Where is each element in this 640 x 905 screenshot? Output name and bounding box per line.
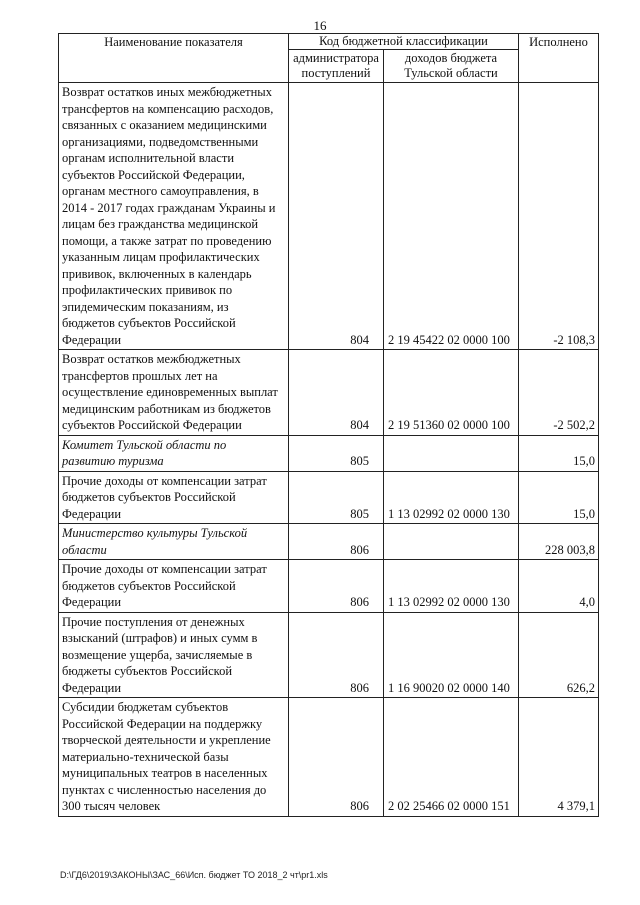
admin-code: 804 — [289, 83, 384, 350]
organization-name — [59, 435, 289, 471]
indicator-name-line: бюджеты субъектов Российской — [62, 664, 233, 678]
indicator-name-line: осуществление единовременных выплат — [62, 385, 278, 399]
table-row — [59, 698, 599, 817]
header-admin-line-2: поступлений — [301, 66, 371, 80]
table-row — [59, 560, 599, 613]
header-income-line-2: Тульской области — [404, 66, 498, 80]
indicator-name-line: медицинским работникам из бюджетов — [62, 401, 271, 416]
income-code: 1 13 02992 02 0000 130 — [384, 471, 519, 524]
indicator-name-line: области — [62, 542, 107, 557]
indicator-name-line: профилактических прививок по — [62, 283, 233, 297]
indicator-name — [59, 83, 289, 350]
header-executed: Исполнено — [519, 34, 599, 83]
table-row — [59, 435, 599, 471]
indicator-name-line: творческой деятельности и укрепление — [62, 733, 271, 747]
admin-code: 805 — [289, 471, 384, 524]
indicator-name-line: взысканий (штрафов) и иных сумм в — [62, 631, 258, 645]
executed-amount: 15,0 — [519, 435, 599, 471]
income-code: 1 13 02992 02 0000 130 — [384, 560, 519, 613]
indicator-name-line: Федерации — [62, 506, 122, 521]
indicator-name-line: Прочие доходы от компенсации затрат — [62, 473, 267, 488]
indicator-name-line: Российской Федерации на поддержку — [62, 716, 263, 731]
executed-amount: 15,0 — [519, 471, 599, 524]
executed-amount: 4,0 — [519, 560, 599, 613]
indicator-name-line: лицам без гражданства медицинской — [62, 217, 259, 231]
indicator-name-line: эпидемическим показаниям, из — [62, 299, 229, 314]
income-code: 2 02 25466 02 0000 151 — [384, 698, 519, 817]
indicator-name-line: Федерации — [62, 595, 122, 609]
indicator-name-line: Прочие поступления от денежных — [62, 614, 245, 629]
indicator-name-line: прививок, включенных в календарь — [62, 266, 252, 281]
table-row — [59, 350, 599, 436]
indicator-name-line: материально-технической базы — [62, 749, 229, 764]
indicator-name — [59, 612, 289, 698]
indicator-name-line: Федерации — [62, 332, 122, 347]
indicator-name-line: органам исполнительной власти — [62, 151, 235, 165]
header-row-1 — [59, 34, 599, 50]
indicator-name-line: развитию туризма — [62, 454, 164, 468]
indicator-name-line: бюджетов субъектов Российской — [62, 578, 236, 593]
indicator-name-line: указанным лицам профилактических — [62, 250, 260, 264]
income-code: 1 16 90020 02 0000 140 — [384, 612, 519, 698]
indicator-name-line: субъектов Российской Федерации — [62, 418, 242, 432]
indicator-name-line: Комитет Тульской области по — [62, 437, 227, 452]
header-code-group: Код бюджетной классификации — [289, 34, 519, 50]
indicator-name-line: органам местного самоуправления, в — [62, 184, 259, 198]
income-code: 2 19 45422 02 0000 100 — [384, 83, 519, 350]
indicator-name-line: пунктах с численностью населения до — [62, 782, 267, 797]
indicator-name-line: помощи, а также затрат по проведению — [62, 233, 272, 248]
indicator-name-line: трансфертов на компенсацию расходов, — [62, 101, 274, 116]
budget-table — [58, 33, 599, 817]
income-code — [384, 524, 519, 560]
page-number: 16 — [313, 18, 327, 33]
indicator-name-line: организациями, подведомственными — [62, 134, 259, 149]
indicator-name-line: Федерации — [62, 680, 122, 695]
indicator-name-line: 2014 - 2017 годах гражданам Украины и — [62, 200, 276, 215]
table-row — [59, 612, 599, 698]
admin-code: 805 — [289, 435, 384, 471]
indicator-name — [59, 560, 289, 613]
executed-amount: 4 379,1 — [519, 698, 599, 817]
indicator-name-line: муниципальных театров в населенных — [62, 766, 268, 780]
table-row — [59, 83, 599, 350]
indicator-name-line: Субсидии бюджетам субъектов — [62, 700, 229, 714]
indicator-name-line: связанных с оказанием медицинскими — [62, 118, 267, 132]
indicator-name-line: Министерство культуры Тульской — [62, 526, 248, 540]
indicator-name-line: субъектов Российской Федерации, — [62, 167, 245, 182]
admin-code: 806 — [289, 612, 384, 698]
income-code — [384, 435, 519, 471]
admin-code: 806 — [289, 698, 384, 817]
indicator-name-line: 300 тысяч человек — [62, 799, 161, 813]
executed-amount: -2 108,3 — [519, 83, 599, 350]
header-admin — [289, 50, 384, 83]
indicator-name-line: Возврат остатков иных межбюджетных — [62, 85, 272, 99]
indicator-name-line: бюджетов субъектов Российской — [62, 316, 236, 330]
executed-amount: 228 003,8 — [519, 524, 599, 560]
executed-amount: -2 502,2 — [519, 350, 599, 436]
admin-code: 806 — [289, 524, 384, 560]
header-income — [384, 50, 519, 83]
indicator-name — [59, 698, 289, 817]
executed-amount: 626,2 — [519, 612, 599, 698]
indicator-name-line: Возврат остатков межбюджетных — [62, 352, 241, 366]
indicator-name-line: возмещение ущерба, зачисляемые в — [62, 647, 253, 662]
indicator-name-line: Прочие доходы от компенсации затрат — [62, 562, 267, 576]
admin-code: 806 — [289, 560, 384, 613]
indicator-name — [59, 350, 289, 436]
table-body — [59, 83, 599, 817]
header-income-line-1: доходов бюджета — [404, 51, 498, 65]
table-row — [59, 524, 599, 560]
indicator-name-line: трансфертов прошлых лет на — [62, 368, 218, 383]
admin-code: 804 — [289, 350, 384, 436]
file-path-footer: D:\ГД6\2019\ЗАКОНЫ\ЗАС_66\Исп. бюджет ТО 2018_2 чт\pr1.xls — [60, 870, 328, 880]
header-name: Наименование показателя — [59, 34, 289, 83]
indicator-name-line: бюджетов субъектов Российской — [62, 490, 236, 504]
indicator-name — [59, 471, 289, 524]
organization-name — [59, 524, 289, 560]
income-code: 2 19 51360 02 0000 100 — [384, 350, 519, 436]
header-admin-line-1: администратора — [293, 51, 379, 65]
table-row — [59, 471, 599, 524]
